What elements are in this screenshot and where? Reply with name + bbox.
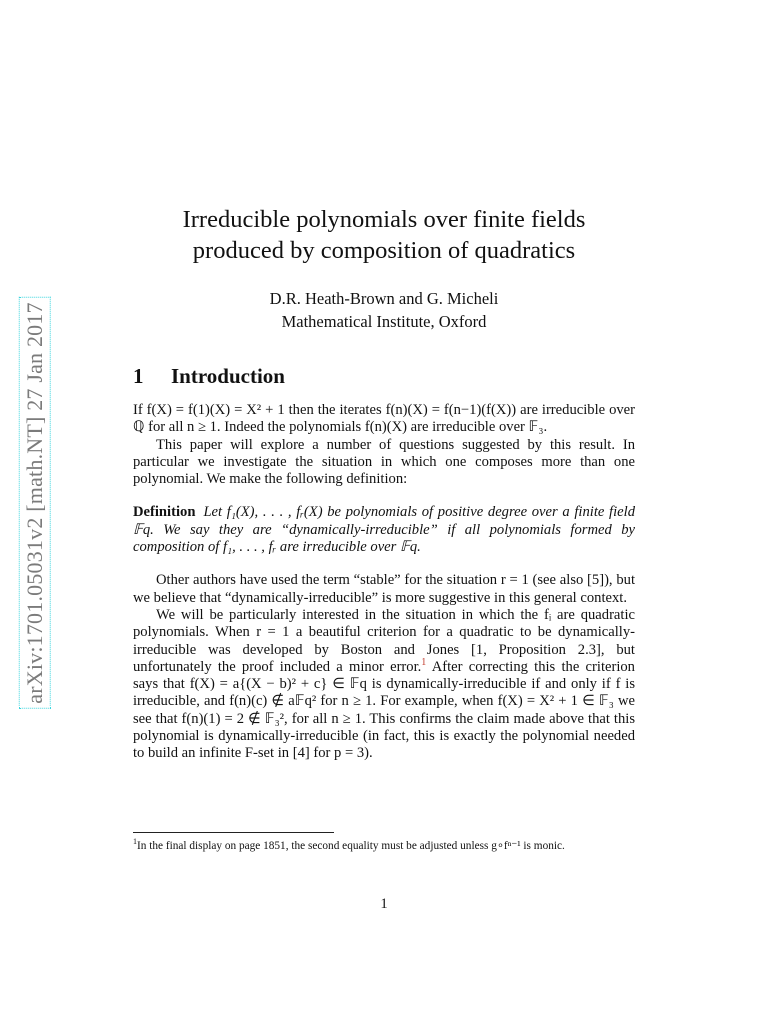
author-affiliation: Mathematical Institute, Oxford — [281, 312, 487, 331]
section-title: Introduction — [171, 364, 285, 388]
section-heading — [133, 364, 285, 389]
footnote — [133, 834, 635, 854]
paragraph-1: If f(X) = f(1)(X) = X² + 1 then the iterates f(n)(X) = f(n−1)(f(X)) are irreducible over ℚ for all n ≥ 1. Indeed the polynomials f(n)(X) are irreducible over 𝔽₃. — [133, 402, 635, 436]
footnote-mark: 1 — [133, 837, 137, 846]
footnote-divider — [133, 832, 334, 833]
section-number: 1 — [133, 364, 144, 388]
paragraph-2: This paper will explore a number of questions suggested by this result. In particular we investigate the situation in which one composes more than one polynomial. We make the following definition: — [133, 436, 635, 488]
definition-block — [133, 504, 635, 556]
footnote-reference-link[interactable]: 1 — [421, 657, 427, 668]
definition-text: Let f₁(X), . . . , fᵣ(X) be polynomials of positive degree over a finite field 𝔽q. We say they are “dynamically-irreducible” if all polynomials formed by composition of f₁, . . . , fᵣ are irreducible over 𝔽q. — [133, 504, 635, 556]
arxiv-stamp-text[interactable]: arXiv:1701.05031v2 [math.NT] 27 Jan 2017 — [22, 302, 47, 704]
footnote-text: In the final display on page 1851, the second equality must be adjusted unless g∘fⁿ⁻¹ is monic. — [137, 839, 565, 852]
title-line-1: Irreducible polynomials over finite fields — [182, 206, 586, 233]
paragraph-4-part-b: After correcting this the criterion says that f(X) = a{(X − b)² + c} ∈ 𝔽q is dynamically-irreducible if and only if f is irreducible, and f(n)(c) ∉ a𝔽q² for n ≥ 1. For example, when f(X) = X² + 1 ∈ 𝔽₃ we see that f(n)(1) = 2 ∉ 𝔽₃², for all n ≥ 1. This confirms the claim made above that this polynomial is dynamically-irreducible (in fact, this is exactly the polynomial needed to build an infinite F-set in [4] for p = 3). — [133, 658, 635, 762]
definition-label: Definition — [133, 504, 196, 521]
paragraph-4-part-a: We will be particularly interested in the situation in which the fᵢ are quadratic polynomials. When r = 1 a beautiful criterion for a quadratic to be dynamically-irreducible was developed by Boston and Jones [1, Proposition 2.3], but unfortunately the proof included a minor error. — [133, 606, 635, 675]
author-names: D.R. Heath-Brown and G. Micheli — [269, 289, 499, 308]
arxiv-identifier-stamp[interactable] — [20, 270, 50, 736]
paragraph-3: Other authors have used the term “stable” for the situation r = 1 (see also [5]), but we believe that “dynamically-irreducible” is more suggestive in this general context. — [133, 572, 635, 606]
paper-title — [120, 204, 648, 266]
page-number: 1 — [380, 896, 388, 912]
author-block — [120, 287, 648, 333]
paragraph-4 — [133, 607, 635, 763]
title-line-2: produced by composition of quadratics — [192, 237, 576, 264]
body-text — [133, 402, 635, 763]
